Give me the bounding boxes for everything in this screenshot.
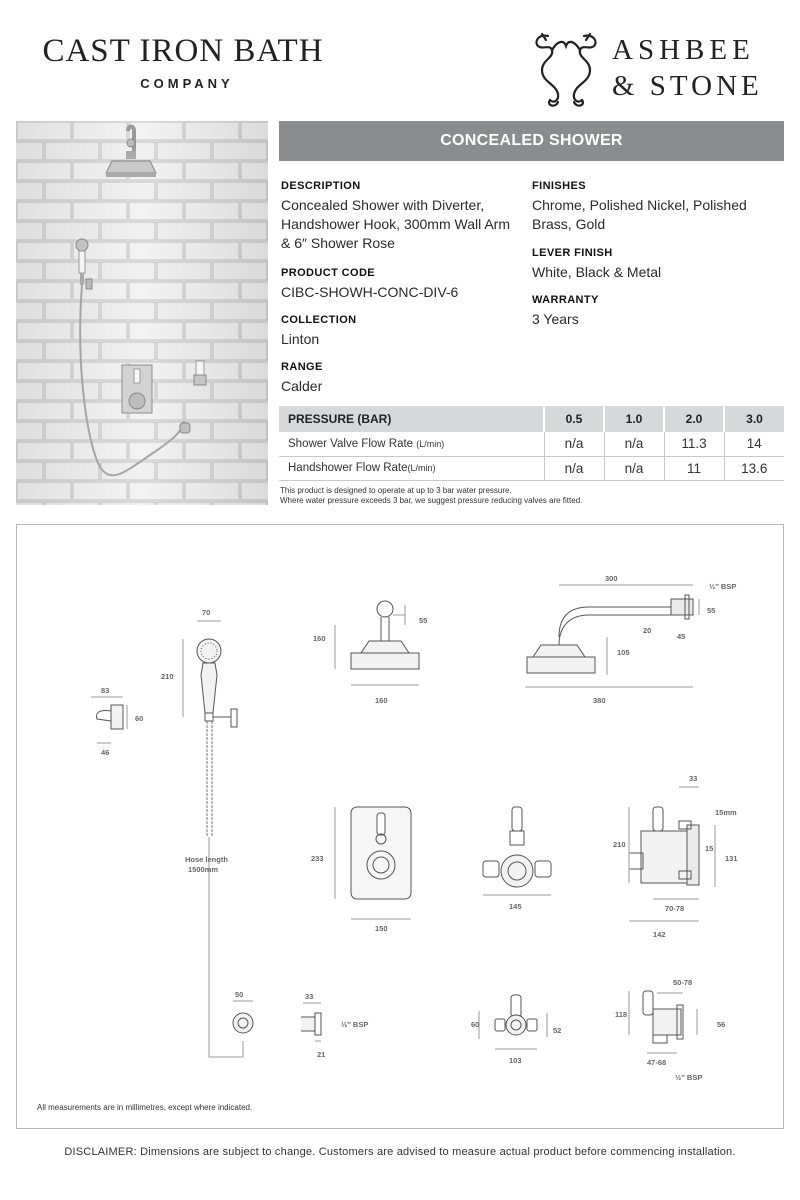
pressure-note [280,486,582,506]
spec-range-label: RANGE [281,361,323,373]
spec-product-code-label: PRODUCT CODE [281,267,376,279]
valve-exposed-drawing [483,807,551,895]
table-cell: n/a [544,456,604,480]
spec-lever-finish-value: White, Black & Metal [532,264,662,280]
dim-label: 15mm [715,808,737,817]
pressure-col-2: 2.0 [664,406,724,432]
table-cell: n/a [604,456,664,480]
dim-label: 70 [202,608,211,617]
ashbee-stone-logo [528,28,778,108]
dim-label: 46 [101,748,110,757]
dim-label: 55 [707,606,716,615]
hose-length-label: Hose length [185,855,228,864]
valve-side-drawing [629,787,715,921]
row-unit: (L/min) [407,463,436,473]
dim-label: 33 [689,774,698,783]
table-cell: 14 [724,432,784,456]
spec-collection-value: Linton [281,331,320,347]
dim-label: 160 [375,696,388,705]
bsp-label: ½″ BSP [675,1073,703,1082]
table-cell: 11.3 [664,432,724,456]
dim-label: 83 [101,686,110,695]
dim-label: 60 [135,714,144,723]
spec-collection-label: COLLECTION [281,314,357,326]
logo-right-line1: ASHBEE [612,34,755,66]
spec-range-value: Calder [281,378,323,394]
disclaimer: DISCLAIMER: Dimensions are subject to change. Customers are advised to measure actual product before commencing installation. [64,1146,736,1158]
table-row [279,432,784,456]
dim-label: 70-78 [665,904,685,913]
dim-label: 150 [375,924,388,933]
spec-product-code [281,267,521,302]
spec-warranty [532,294,772,329]
dim-label: 118 [615,1010,628,1019]
pressure-header-label: PRESSURE (BAR) [279,406,544,432]
spec-description [281,180,521,253]
spec-description-value: Concealed Shower with Diverter, Handshower Hook, 300mm Wall Arm & 6″ Shower Rose [281,197,511,251]
spec-lever-finish [532,247,772,282]
dim-label: 103 [509,1056,522,1065]
dim-label: 300 [605,574,618,583]
spec-finishes-value: Chrome, Polished Nickel, Polished Brass, Gold [532,197,747,232]
dim-label: 55 [419,616,428,625]
dim-label: 210 [613,840,626,849]
spec-warranty-label: WARRANTY [532,294,599,306]
table-cell: n/a [604,432,664,456]
diverter-side-drawing [629,991,697,1053]
logo-left-line1: CAST IRON BATH [42,33,324,69]
logo-right-line2: & STONE [612,70,763,102]
dim-label: 233 [311,854,324,863]
logo-left-line2: COMPANY [140,76,234,91]
row-label [279,432,544,456]
dim-label: 145 [509,902,522,911]
dim-label: 56 [717,1020,726,1029]
product-title-banner: CONCEALED SHOWER [279,121,784,161]
table-cell: 13.6 [724,456,784,480]
spec-range [281,361,521,396]
rose-front-drawing [335,601,419,685]
hose-length-value: 1500mm [188,865,219,874]
dim-label: 52 [553,1026,562,1035]
row-label-text: Handshower Flow Rate [288,462,408,474]
dim-label: 50-78 [673,978,693,987]
dim-label: 380 [593,696,606,705]
dim-label: 20 [643,626,652,635]
technical-drawings-panel [16,524,784,1129]
seahorse-emblem-icon [528,28,604,108]
elbow-front-drawing [233,1001,253,1033]
pressure-table-header-row [279,406,784,432]
diverter-front-drawing [479,995,547,1049]
bsp-label: ½″ BSP [341,1020,369,1029]
table-cell: 11 [664,456,724,480]
spec-warranty-value: 3 Years [532,311,579,327]
dim-label: 131 [725,854,738,863]
spec-collection [281,314,521,349]
spec-finishes [532,180,772,234]
dim-label: 33 [305,992,314,1001]
hook-drawing [91,697,127,743]
pressure-col-1: 1.0 [604,406,664,432]
dim-label: 15 [705,844,714,853]
cast-iron-bath-logo [28,34,338,91]
pressure-table [279,406,784,481]
spec-product-code-value: CIBC-SHOWH-CONC-DIV-6 [281,284,459,300]
row-label-text: Shower Valve Flow Rate [288,437,414,450]
table-row [279,456,784,480]
dim-label: 105 [617,648,630,657]
pressure-note-line2: Where water pressure exceeds 3 bar, we suggest pressure reducing valves are fitted. [280,496,583,505]
dim-label: 160 [313,634,326,643]
pressure-col-3: 3.0 [724,406,784,432]
spec-description-label: DESCRIPTION [281,180,361,192]
product-photo [16,121,268,505]
pressure-note-line1: This product is designed to operate at up to 3 bar water pressure. [280,486,512,495]
elbow-side-drawing [301,1003,321,1041]
measurement-note: All measurements are in millimetres, except where indicated. [37,1103,253,1112]
dim-label: 60 [471,1020,480,1029]
dim-label: 142 [653,930,666,939]
dim-label: 50 [235,990,244,999]
bsp-label: ½″ BSP [709,582,737,591]
spec-lever-finish-label: LEVER FINISH [532,247,613,259]
pressure-col-0: 0.5 [544,406,604,432]
row-unit: (L/min) [416,438,445,449]
dim-label: 45 [677,632,686,641]
dim-label: 47-68 [647,1058,667,1067]
table-cell: n/a [544,432,604,456]
dim-label: 21 [317,1050,326,1059]
row-label [279,456,544,480]
dim-label: 210 [161,672,174,681]
spec-finishes-label: FINISHES [532,180,586,192]
rose-side-drawing [525,585,699,687]
handshower-drawing [183,621,243,1057]
valve-plate-drawing [335,807,411,919]
technical-drawings [17,525,785,1130]
shower-tile-wall-image [16,121,268,505]
